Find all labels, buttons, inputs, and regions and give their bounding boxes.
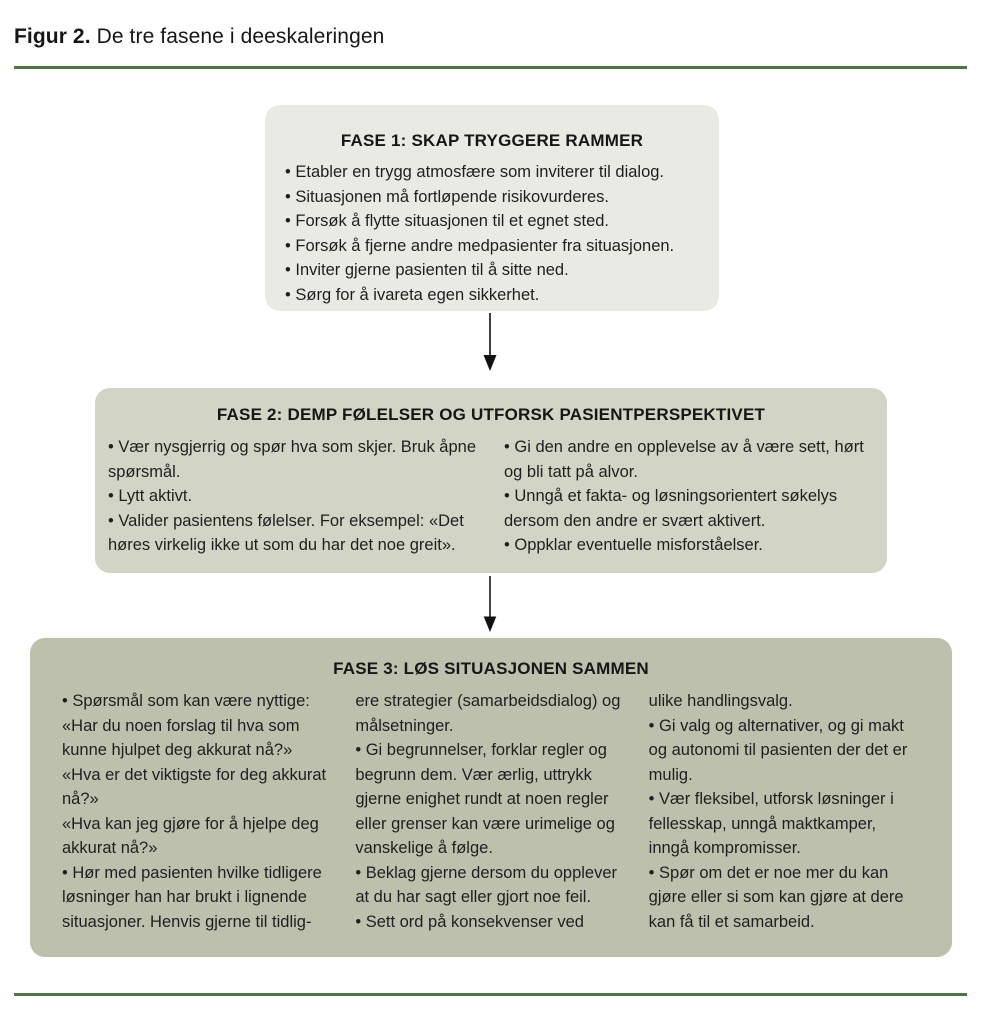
text-line: • Inviter gjerne pasienten til å sitte ned.: [285, 261, 569, 279]
text-line: • Beklag gjerne dersom du opplever at du har sagt eller gjort noe feil.: [355, 863, 618, 906]
text-line: • Vær nysgjerrig og spør hva som skjer. Bruk åpne spørsmål.: [108, 438, 477, 481]
phase3-box: [30, 638, 952, 957]
phase3-title: FASE 3: LØS SITUASJONEN SAMMEN: [333, 659, 649, 678]
phase1-title: FASE 1: SKAP TRYGGERE RAMMER: [340, 131, 644, 150]
phase2-column-1: [108, 435, 478, 558]
text-line: • Gi den andre en opplevelse av å være sett, hørt og bli tatt på alvor.: [504, 438, 864, 481]
text-line: • Forsøk å flytte situasjonen til et egnet sted.: [285, 212, 610, 230]
phase2-title: FASE 2: DEMP FØLELSER OG UTFORSK PASIENTPERSPEKTIVET: [216, 405, 766, 424]
text-line: • Gi valg og alternativer, og gi makt og autonomi til pasienten der det er mulig.: [648, 716, 908, 784]
phase2-box: [95, 388, 887, 573]
text-line: • Oppklar eventuelle misforståelser.: [504, 536, 763, 554]
text-line: • Gi begrunnelser, forklar regler og begrunn dem. Vær ærlig, uttrykk gjerne enighet rundt at noen regler eller grenser kan være urimelige og vanskelige å følge.: [355, 741, 615, 857]
phase3-column-2: [355, 689, 626, 934]
text-line: • Sørg for å ivareta egen sikkerhet.: [285, 285, 540, 304]
text-line: • Vær fleksibel, utforsk løsninger i fellesskap, unngå maktkamper, inngå kompromisser.: [648, 790, 894, 857]
text-line: • Spør om det er noe mer du kan gjøre eller si som kan gjøre at dere kan få til et samarbeid.: [648, 863, 904, 931]
text-line: «Hva kan jeg gjøre for å hjelpe deg akkurat nå?»: [62, 814, 319, 857]
figure-label: Figur 2.: [14, 25, 91, 48]
text-line: • Sett ord på konsekvenser ved: [355, 912, 584, 931]
text-line: • Hør med pasienten hvilke tidligere løsninger han har brukt i lignende situasjoner. Henvis gjerne til tidlig-: [62, 863, 322, 931]
text-line: • Forsøk å fjerne andre medpasienter fra situasjonen.: [285, 236, 675, 255]
phase1-bullet-list: [265, 160, 719, 307]
text-line: «Hva er det viktigste for deg akkurat nå?»: [62, 765, 327, 808]
text-line: • Spørsmål som kan være nyttige: «Har du noen forslag til hva som kunne hjulpet deg akkurat nå?»: [62, 692, 310, 759]
text-line: • Lytt aktivt.: [108, 487, 193, 505]
phase1-box: [265, 105, 719, 311]
phase3-column-3: [649, 689, 920, 934]
text-line: • Unngå et fakta- og løsningsorientert søkelys dersom den andre er svært aktivert.: [504, 487, 838, 530]
text-line: • Valider pasientens følelser. For eksempel: «Det høres virkelig ikke ut som du har det noe greit».: [108, 511, 464, 554]
arrow-down-icon: [480, 313, 500, 371]
figure-caption: [14, 24, 384, 50]
figure-title: De tre fasene i deeskaleringen: [90, 25, 385, 48]
top-divider-rule: [14, 66, 967, 69]
text-line: • Situasjonen må fortløpende risikovurderes.: [285, 187, 610, 206]
bottom-divider-rule: [14, 993, 967, 996]
phase2-column-2: [504, 435, 874, 558]
arrow-down-icon: [480, 576, 500, 632]
phase3-column-1: [62, 689, 333, 934]
text-line: ulike handlingsvalg.: [648, 692, 793, 710]
text-line: • Etabler en trygg atmosfære som inviterer til dialog.: [285, 163, 665, 181]
text-line: ere strategier (samarbeidsdialog) og målsetninger.: [355, 692, 621, 735]
